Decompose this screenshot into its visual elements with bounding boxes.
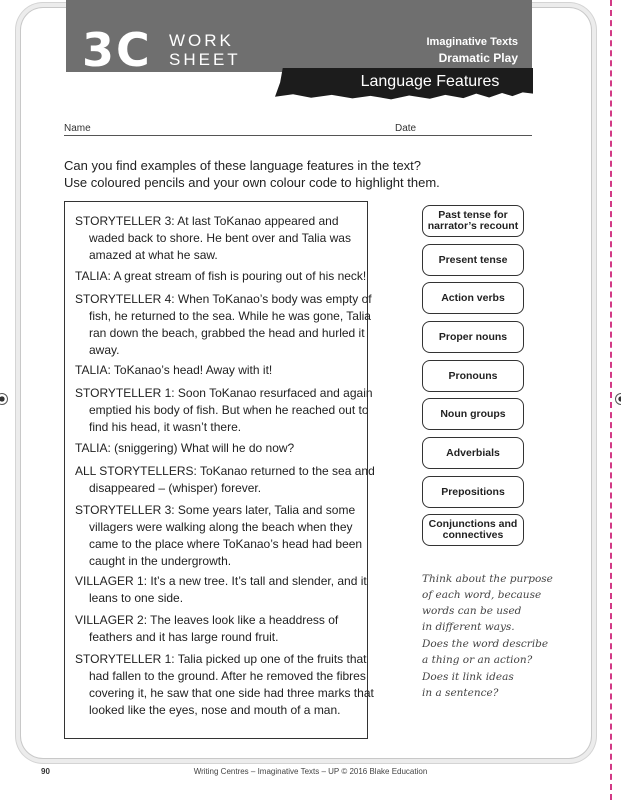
hint-line: a thing or an action? — [422, 654, 533, 666]
script-line: VILLAGER 2: The leaves look like a headdress of feathers and it has large round fruit. — [75, 613, 339, 644]
feature-present-tense: Present tense — [422, 244, 524, 276]
script-line: STORYTELLER 1: Soon ToKanao resurfaced and again emptied his body of fish. But when he reached out to find his head, it wasn’t there. — [75, 386, 373, 434]
feature-past-tense: Past tense for narrator’s recount — [422, 205, 524, 237]
instruction-line-2: Use coloured pencils and your own colour code to highlight them. — [64, 175, 440, 190]
worksheet-label-line2: SHEET — [169, 50, 241, 69]
feature-pronouns: Pronouns — [422, 360, 524, 392]
feature-adverbials: Adverbials — [422, 437, 524, 469]
worksheet-label-line1: WORK — [169, 31, 234, 50]
page-title: Language Features — [360, 73, 500, 90]
script-line: ALL STORYTELLERS: ToKanao returned to the sea and disappeared – (whisper) forever. — [75, 464, 375, 495]
hint-line: of each word, because — [422, 589, 542, 601]
date-label: Date — [395, 123, 417, 134]
script-line: STORYTELLER 3: Some years later, Talia and some villagers were walking along the beach when they came to the place where ToKanao’s head had been caught in the undergrowth. — [75, 503, 363, 568]
trim-line — [610, 0, 612, 800]
script-line: STORYTELLER 1: Talia picked up one of the fruits that had fallen to the ground. After he removed the fibres covering it, he saw that one side had three marks that looked like the eyes, nose and mouth of a man. — [75, 652, 374, 717]
worksheet-number: 3C — [82, 23, 152, 77]
feature-conjunctions: Conjunctions and connectives — [422, 514, 524, 546]
script-line: VILLAGER 1: It’s a new tree. It’s tall and slender, and it leans to one side. — [75, 574, 367, 605]
feature-proper-nouns: Proper nouns — [422, 321, 524, 353]
hint-line: in different ways. — [422, 621, 515, 633]
hint-line: words can be used — [422, 605, 522, 617]
hint-line: Does it link ideas — [422, 671, 514, 683]
script-line: TALIA: (sniggering) What will he do now? — [75, 441, 295, 455]
script-line: STORYTELLER 3: At last ToKanao appeared and waded back to shore. He bent over and Talia was amazed at what he saw. — [75, 214, 351, 262]
feature-noun-groups: Noun groups — [422, 398, 524, 430]
worksheet-header — [66, 0, 532, 77]
script-line: TALIA: ToKanao’s head! Away with it! — [75, 363, 273, 377]
page-number: 90 — [41, 767, 50, 776]
script-line: STORYTELLER 4: When ToKanao’s body was empty of fish, he returned to the sea. While he was gone, Talia ran down the beach, grabbed the head and hurled it away. — [75, 292, 372, 357]
topic-line2: Dramatic Play — [438, 51, 518, 65]
topic-line1: Imaginative Texts — [426, 36, 518, 48]
script-line: TALIA: A great stream of fish is pouring out of his neck! — [75, 269, 367, 283]
name-label: Name — [64, 123, 91, 134]
hint-line: in a sentence? — [422, 687, 499, 699]
name-date-line — [64, 135, 532, 136]
feature-prepositions: Prepositions — [422, 476, 524, 508]
hint-line: Think about the purpose — [422, 573, 553, 585]
registration-mark-right-icon — [615, 393, 621, 405]
registration-mark-left-icon — [0, 393, 8, 405]
hint-line: Does the word describe — [422, 638, 549, 650]
instruction-line-1: Can you find examples of these language features in the text? — [64, 158, 422, 173]
feature-action-verbs: Action verbs — [422, 282, 524, 314]
footer-credit: Writing Centres – Imaginative Texts – UP © 2016 Blake Education — [193, 767, 428, 776]
